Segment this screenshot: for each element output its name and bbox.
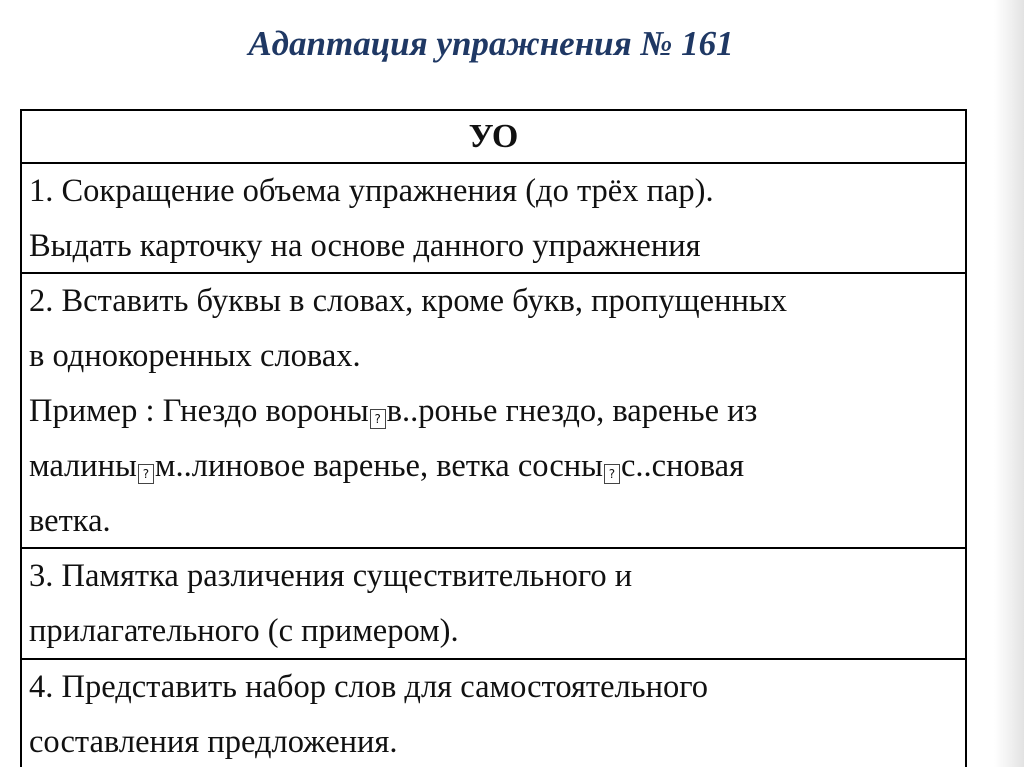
example-text: малины — [29, 448, 137, 484]
missing-glyph-icon: ? — [370, 409, 386, 429]
cell-line: 4. Представить набор слов для самостоятельного — [29, 669, 708, 705]
table-header-cell: УО — [468, 118, 519, 155]
cell-line — [29, 439, 964, 494]
table-row — [22, 549, 965, 660]
cell-line: прилагательного (с примером). — [29, 613, 459, 649]
missing-glyph-icon: ? — [138, 464, 154, 484]
table-row — [22, 164, 965, 274]
cell-line: Выдать карточку на основе данного упражнения — [29, 228, 701, 264]
example-text: с..сновая — [620, 448, 745, 484]
table-row — [22, 274, 965, 549]
cell-line: 3. Памятка различения существительного и — [29, 558, 633, 594]
cell-line: 1. Сокращение объема упражнения (до трёх пар). — [29, 173, 714, 209]
adaptation-table — [20, 109, 967, 767]
slide-title: Адаптация упражнения № 161 — [248, 24, 734, 63]
missing-glyph-icon: ? — [604, 464, 620, 484]
cell-line: составления предложения. — [29, 724, 398, 760]
table-row — [22, 660, 965, 767]
example-text: м..линовое варенье, ветка сосны — [154, 448, 603, 484]
table-cell — [29, 660, 964, 767]
cell-line: 2. Вставить буквы в словах, кроме букв, пропущенных — [29, 283, 787, 319]
table-cell — [29, 274, 964, 549]
example-text: в..ронье гнездо, варенье из — [386, 393, 758, 429]
table-cell — [29, 549, 964, 659]
cell-line: в однокоренных словах. — [29, 338, 361, 374]
cell-line: ветка. — [29, 503, 111, 539]
table-cell — [29, 164, 964, 274]
table-header-row — [22, 111, 965, 164]
example-text: Пример : Гнездо вороны — [29, 393, 369, 429]
cell-line — [29, 384, 964, 439]
slide-edge-shadow — [994, 0, 1024, 767]
